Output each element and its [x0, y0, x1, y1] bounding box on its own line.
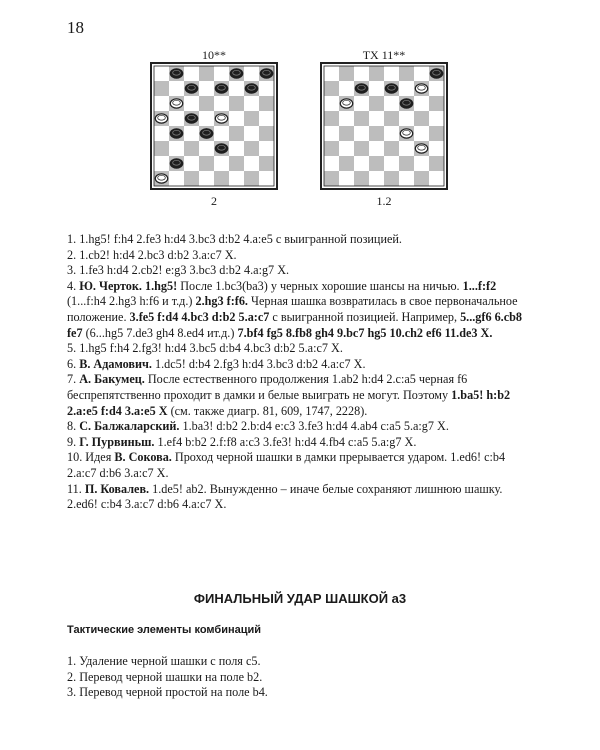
- dark-square: [384, 141, 399, 156]
- text: (1...f:h4 2.hg3 h:f6 и т.д.): [67, 294, 196, 309]
- black-checker-piece: [215, 84, 227, 93]
- section-title: ФИНАЛЬНЫЙ УДАР ШАШКОЙ а3: [193, 591, 407, 606]
- light-square: [214, 96, 229, 111]
- light-square: [354, 126, 369, 141]
- light-square: [399, 141, 414, 156]
- light-square: [414, 126, 429, 141]
- black-checker-piece: [170, 129, 182, 138]
- list-item: 2. Перевод черной шашки на поле b2.: [67, 669, 263, 684]
- text: 10. Идея: [67, 450, 115, 465]
- white-checker-piece: [155, 114, 167, 123]
- solution-2: [67, 248, 529, 264]
- bold-text: С. Балжаларский.: [79, 419, 180, 434]
- light-square: [369, 81, 384, 96]
- black-checker-piece: [355, 84, 367, 93]
- light-square: [414, 96, 429, 111]
- dark-square: [229, 96, 244, 111]
- black-checker-piece: [230, 69, 242, 78]
- dark-square: [259, 96, 274, 111]
- light-square: [384, 126, 399, 141]
- text: После 1.bc3(ba3) у черных хорошие шансы на ничью.: [177, 278, 463, 293]
- light-square: [184, 96, 199, 111]
- text: (6...hg5 7.de3 gh4 8.ed4 ит.д.): [82, 325, 238, 340]
- light-square: [169, 171, 184, 186]
- light-square: [244, 66, 259, 81]
- light-square: [244, 96, 259, 111]
- text: с выигранной позицией. Например,: [269, 309, 461, 324]
- dark-square: [229, 156, 244, 171]
- text: 4.: [67, 278, 80, 293]
- dark-square: [184, 141, 199, 156]
- white-checker-piece: [340, 99, 352, 108]
- light-square: [214, 66, 229, 81]
- light-square: [369, 111, 384, 126]
- bold-text: П. Ковалев.: [84, 481, 150, 496]
- text: 8.: [67, 419, 80, 434]
- bold-text: 5...gf6 6.cb8 fe7: [67, 309, 523, 340]
- text: 11.: [67, 481, 85, 496]
- white-checker-piece: [215, 114, 227, 123]
- text: 2. 1.cb2! h:d4 2.bc3 d:b2 3.a:c7 X.: [67, 247, 237, 262]
- black-checker-piece: [185, 84, 197, 93]
- light-square: [184, 126, 199, 141]
- dark-square: [414, 111, 429, 126]
- black-checker-piece: [200, 129, 212, 138]
- dark-square: [324, 81, 339, 96]
- light-square: [199, 81, 214, 96]
- black-checker-piece: [170, 159, 182, 168]
- light-square: [229, 81, 244, 96]
- dark-square: [384, 111, 399, 126]
- dark-square: [354, 111, 369, 126]
- solution-6: [67, 357, 529, 373]
- bold-text: 2.hg3 f:f6.: [195, 294, 248, 309]
- dark-square: [244, 111, 259, 126]
- list-item: 1. Удаление черной шашки с поля с5.: [67, 654, 261, 668]
- text: После естественного продолжения 1.ab2 h:d4 2.c:a5 черная f6 беспрепятственно проходит в дамки и белые выиграть не могут. Поэтому: [67, 372, 468, 402]
- black-checker-piece: [260, 69, 272, 78]
- dark-square: [399, 156, 414, 171]
- text: 7.: [67, 372, 80, 387]
- dark-square: [184, 171, 199, 186]
- solutions-list: [67, 232, 529, 513]
- diagram-caption: 2: [211, 194, 217, 208]
- text: Проход черной шашки в дамки прерывается ударом. 1.ed6! c:b4 2.a:c7 d:b6 3.a:c7 X.: [67, 450, 506, 480]
- light-square: [169, 111, 184, 126]
- list-item: 3. Перевод черной простой на поле b4.: [67, 685, 268, 700]
- text: 9.: [67, 434, 80, 449]
- checkers-board: [150, 62, 278, 190]
- light-square: [384, 96, 399, 111]
- dark-square: [324, 171, 339, 186]
- light-square: [354, 156, 369, 171]
- bold-text: В. Адамович.: [79, 356, 152, 371]
- dark-square: [384, 171, 399, 186]
- subsection-title: Тактические элементы комбинаций: [67, 624, 262, 636]
- light-square: [429, 111, 444, 126]
- dark-square: [259, 156, 274, 171]
- white-checker-piece: [415, 84, 427, 93]
- light-square: [339, 81, 354, 96]
- dark-square: [354, 171, 369, 186]
- dark-square: [354, 141, 369, 156]
- light-square: [324, 66, 339, 81]
- light-square: [324, 156, 339, 171]
- page-number: 18: [67, 18, 84, 37]
- light-square: [229, 141, 244, 156]
- black-checker-piece: [185, 114, 197, 123]
- light-square: [229, 111, 244, 126]
- light-square: [199, 111, 214, 126]
- light-square: [154, 96, 169, 111]
- solution-7: [67, 372, 529, 419]
- diagram-caption: 1.2: [376, 194, 392, 208]
- bold-text: 1...f:f2: [462, 278, 497, 293]
- light-square: [154, 126, 169, 141]
- text: 1.dc5! d:b4 2.fg3 h:d4 3.bc3 d:b2 4.a:c7 X.: [151, 356, 366, 371]
- light-square: [214, 156, 229, 171]
- black-checker-piece: [430, 69, 442, 78]
- light-square: [429, 81, 444, 96]
- light-square: [154, 156, 169, 171]
- dark-square: [339, 156, 354, 171]
- dark-square: [324, 141, 339, 156]
- solution-4: [67, 279, 529, 341]
- light-square: [369, 141, 384, 156]
- light-square: [414, 66, 429, 81]
- dark-square: [414, 171, 429, 186]
- diagram-label: ТХ 11**: [362, 48, 406, 62]
- solution-9: [67, 435, 529, 451]
- bold-text: В. Сокова.: [114, 450, 172, 465]
- solution-1: [67, 232, 529, 248]
- dark-square: [369, 126, 384, 141]
- light-square: [339, 171, 354, 186]
- diagram-label: 10**: [202, 48, 226, 62]
- dark-square: [339, 126, 354, 141]
- text: 1.ef4 b:b2 2.f:f8 a:c3 3.fe3! h:d4 4.fb4 c:a5 5.a:g7 X.: [154, 434, 417, 449]
- light-square: [339, 111, 354, 126]
- dark-square: [244, 171, 259, 186]
- white-checker-piece: [155, 174, 167, 183]
- light-square: [324, 126, 339, 141]
- white-checker-piece: [400, 129, 412, 138]
- dark-square: [199, 96, 214, 111]
- dark-square: [399, 66, 414, 81]
- light-square: [429, 141, 444, 156]
- light-square: [414, 156, 429, 171]
- bold-text: Ю. Черток. 1.hg5!: [79, 278, 178, 293]
- light-square: [259, 171, 274, 186]
- light-square: [399, 171, 414, 186]
- white-checker-piece: [415, 144, 427, 153]
- solution-10: [67, 450, 529, 481]
- diagram-10: [150, 48, 278, 209]
- light-square: [429, 171, 444, 186]
- dark-square: [429, 96, 444, 111]
- solution-11: [67, 482, 529, 513]
- light-square: [169, 81, 184, 96]
- dark-square: [369, 156, 384, 171]
- dark-square: [229, 126, 244, 141]
- black-checker-piece: [400, 99, 412, 108]
- light-square: [199, 171, 214, 186]
- light-square: [259, 111, 274, 126]
- dark-square: [429, 126, 444, 141]
- text: 3. 1.fe3 h:d4 2.cb2! e:g3 3.bc3 d:b2 4.a:g7 X.: [67, 263, 290, 278]
- light-square: [259, 141, 274, 156]
- white-checker-piece: [170, 99, 182, 108]
- dark-square: [214, 171, 229, 186]
- solution-5: [67, 341, 529, 357]
- black-checker-piece: [385, 84, 397, 93]
- light-square: [324, 96, 339, 111]
- light-square: [169, 141, 184, 156]
- diagram-11: [320, 48, 448, 209]
- bold-text: 7.bf4 fg5 8.fb8 gh4 9.bc7 hg5 10.ch2 ef6 11.de3 X.: [237, 325, 493, 340]
- bold-text: 1.ba5! h:b2 2.a:e5 f:d4 3.a:e5 X: [67, 387, 511, 418]
- text: Черная шашка возвратилась в свое первоначальное положение.: [67, 294, 518, 324]
- light-square: [229, 171, 244, 186]
- solution-3: [67, 263, 529, 279]
- text: 1.de5! ab2. Вынужденно – иначе белые сохраняют лишнюю шашку. 2.ed6! c:b4 3.a:c7 d:b6 4.a:c7 X.: [67, 481, 503, 512]
- light-square: [384, 66, 399, 81]
- text: 5. 1.hg5 f:h4 2.fg3! h:d4 3.bc5 d:b4 4.bc3 d:b2 5.a:c7 X.: [67, 341, 343, 356]
- dark-square: [369, 66, 384, 81]
- dark-square: [339, 66, 354, 81]
- text: (см. также диагр. 81, 609, 1747, 2228).: [167, 403, 368, 418]
- dark-square: [154, 141, 169, 156]
- dark-square: [369, 96, 384, 111]
- light-square: [214, 126, 229, 141]
- light-square: [339, 141, 354, 156]
- dark-square: [429, 156, 444, 171]
- light-square: [154, 66, 169, 81]
- checkers-board: [320, 62, 448, 190]
- light-square: [244, 156, 259, 171]
- light-square: [369, 171, 384, 186]
- dark-square: [154, 81, 169, 96]
- text: 1.ba3! d:b2 2.b:d4 e:c3 3.fe3 h:d4 4.ab4 c:a5 5.a:g7 X.: [179, 419, 449, 434]
- solution-8: [67, 419, 529, 435]
- light-square: [199, 141, 214, 156]
- light-square: [399, 81, 414, 96]
- dark-square: [324, 111, 339, 126]
- text: 1. 1.hg5! f:h4 2.fe3 h:d4 3.bc3 d:b2 4.a:e5 с выигранной позицией.: [67, 232, 402, 246]
- light-square: [244, 126, 259, 141]
- light-square: [259, 81, 274, 96]
- light-square: [354, 96, 369, 111]
- light-square: [399, 111, 414, 126]
- bold-text: А. Бакумец.: [79, 372, 145, 387]
- black-checker-piece: [215, 144, 227, 153]
- light-square: [184, 66, 199, 81]
- light-square: [384, 156, 399, 171]
- bold-text: Г. Пурвиньш.: [79, 434, 155, 449]
- text: 6.: [67, 356, 80, 371]
- dark-square: [199, 66, 214, 81]
- black-checker-piece: [170, 69, 182, 78]
- tactical-elements-list: [67, 654, 268, 701]
- light-square: [354, 66, 369, 81]
- black-checker-piece: [245, 84, 257, 93]
- bold-text: 3.fe5 f:d4 4.bc3 d:b2 5.a:c7: [129, 309, 270, 324]
- dark-square: [259, 126, 274, 141]
- dark-square: [199, 156, 214, 171]
- dark-square: [244, 141, 259, 156]
- light-square: [184, 156, 199, 171]
